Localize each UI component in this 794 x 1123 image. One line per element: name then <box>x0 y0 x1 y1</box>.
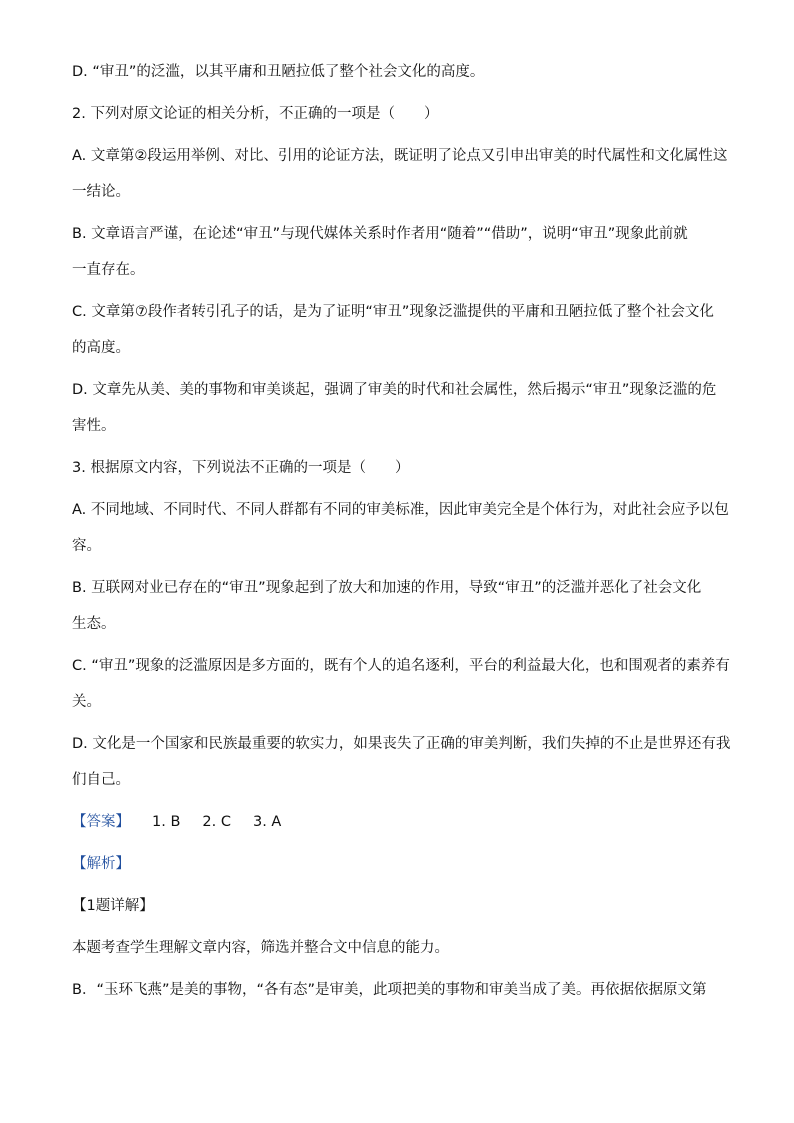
analysis-label: 【解析】 <box>72 856 130 872</box>
answer-label: 【答案】 <box>72 814 130 830</box>
detail-option-b: B．“玉环飞燕”是美的事物，“各有态”是审美，此项把美的事物和审美当成了美。再依据依据原文第 <box>72 982 707 998</box>
q3-stem: 3. 根据原文内容，下列说法不正确的一项是（ ） <box>72 460 410 476</box>
q3-option-d <box>72 734 731 790</box>
q3-option-a-line2: 容。 <box>72 538 101 554</box>
q2-option-d-line2: 害性。 <box>72 418 116 434</box>
q3-option-d-line1: D. 文化是一个国家和民族最重要的软实力，如果丧失了正确的审美判断，我们失掉的不止是世界还有我 <box>72 736 731 752</box>
document-page <box>72 62 731 1000</box>
q2-option-a <box>72 146 728 202</box>
q3-option-c-line2: 关。 <box>72 694 101 710</box>
q2-option-c-line1: C. 文章第⑦段作者转引孔子的话，是为了证明“审丑”现象泛滥提供的平庸和丑陋拉低了整个社会文化 <box>72 304 714 320</box>
q2-option-b-line1: B. 文章语言严谨，在论述“审丑”与现代媒体关系时作者用“随着”“借助”，说明“审丑”现象此前就 <box>72 226 688 242</box>
q3-option-a <box>72 500 729 556</box>
q3-option-c <box>72 656 730 712</box>
detail-label: 【1题详解】 <box>72 898 154 914</box>
detail-intro: 本题考查学生理解文章内容，筛选并整合文中信息的能力。 <box>72 940 449 956</box>
q3-option-b-line2: 生态。 <box>72 616 116 632</box>
q2-option-a-line2: 一结论。 <box>72 184 130 200</box>
q2-option-d <box>72 380 722 436</box>
q3-option-d-line2: 们自己。 <box>72 772 130 788</box>
q2-option-a-line1: A. 文章第②段运用举例、对比、引用的论证方法，既证明了论点又引申出审美的时代属性和文化属性这 <box>72 148 728 164</box>
q2-option-d-line1: D. 文章先从美、美的事物和审美谈起，强调了审美的时代和社会属性，然后揭示“审丑”现象泛滥的危 <box>72 382 717 398</box>
answer-item-3: 3. A <box>252 814 282 830</box>
q2-stem: 2. 下列对原文论证的相关分析，不正确的一项是（ ） <box>72 106 439 122</box>
q2-option-b-line2: 一直存在。 <box>72 262 145 278</box>
q2-option-c-line2: 的高度。 <box>72 340 130 356</box>
q2-option-b <box>72 224 722 280</box>
answer-line <box>72 812 722 832</box>
q3-option-b <box>72 578 722 634</box>
answer-item-2: 2. C <box>202 814 231 830</box>
q3-option-b-line1: B. 互联网对业已存在的“审丑”现象起到了放大和加速的作用，导致“审丑”的泛滥并恶化了社会文化 <box>72 580 702 596</box>
answer-item-1: 1. B <box>152 814 181 830</box>
q3-option-c-line1: C. “审丑”现象的泛滥原因是多方面的，既有个人的追名逐利，平台的利益最大化，也和围观者的素养有 <box>72 658 730 674</box>
q2-option-c <box>72 302 722 358</box>
q1-option-d: D. “审丑”的泛滥，以其平庸和丑陋拉低了整个社会文化的高度。 <box>72 64 485 80</box>
q3-option-a-line1: A. 不同地域、不同时代、不同人群都有不同的审美标准，因此审美完全是个体行为，对此社会应予以包 <box>72 502 729 518</box>
